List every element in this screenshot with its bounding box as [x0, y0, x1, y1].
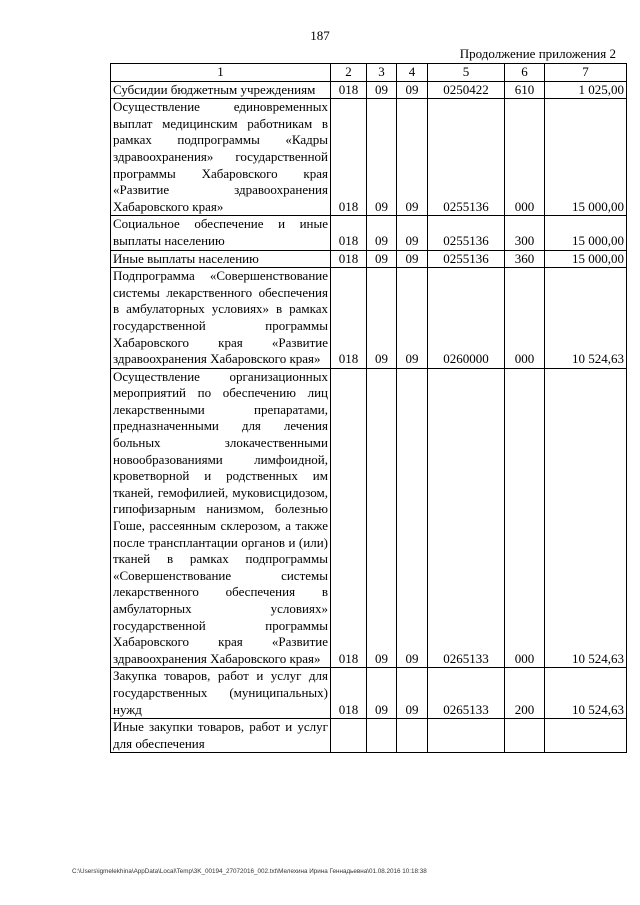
row-name: Подпрограмма «Совершенствование системы лекарственного обеспечения в амбулаторных условиях» в рамках государственной программы Хабаровского края «Развитие здравоохранения Хабаровского края» — [111, 268, 331, 369]
row-name: Осуществление организационных мероприятий по обеспечению лиц лекарственными препаратами, предназначенными для лечения больных злокачественными новообразованиями лимфоидной, кроветворной и родственных им тканей, гемофилией, муковисцидозом, гипофизарным нанизмом, болезнью Гоше, рассеянным склерозом, а также после трансплантации органов и (или) тканей в рамках подпрограммы «Совершенствование системы лекарственного обеспечения в амбулаторных условиях» государственной программы Хабаровского края «Развитие здравоохранения Хабаровского края» — [111, 368, 331, 668]
row-expense-type-code: 000 — [505, 99, 545, 216]
row-target-code: 0265133 — [428, 668, 505, 719]
row-section-code: 09 — [367, 250, 397, 268]
row-ministry-code: 018 — [331, 668, 367, 719]
file-path-footer: C:\Users\igmelekhina\AppData\Local\Temp\3K_00194_27072016_002.txt\Мелехина Ирина Геннадьевна\01.08.2016 10:18:38 — [72, 868, 427, 875]
row-name: Закупка товаров, работ и услуг для государственных (муниципальных) нужд — [111, 668, 331, 719]
table-row — [111, 81, 627, 99]
row-target-code: 0255136 — [428, 99, 505, 216]
row-amount — [545, 719, 627, 753]
page-number: 187 — [310, 28, 330, 43]
row-name: Иные закупки товаров, работ и услуг для обеспечения — [111, 719, 331, 753]
row-name: Социальное обеспечение и иные выплаты населению — [111, 216, 331, 250]
row-subsection-code: 09 — [397, 668, 428, 719]
row-section-code: 09 — [367, 668, 397, 719]
row-section-code: 09 — [367, 268, 397, 369]
row-subsection-code: 09 — [397, 368, 428, 668]
row-expense-type-code: 300 — [505, 216, 545, 250]
row-amount: 15 000,00 — [545, 250, 627, 268]
row-ministry-code: 018 — [331, 368, 367, 668]
row-ministry-code: 018 — [331, 216, 367, 250]
table-row — [111, 250, 627, 268]
row-target-code: 0265133 — [428, 368, 505, 668]
row-name: Субсидии бюджетным учреждениям — [111, 81, 331, 99]
column-header: 1 — [111, 64, 331, 82]
row-section-code: 09 — [367, 81, 397, 99]
column-header: 7 — [545, 64, 627, 82]
row-expense-type-code: 000 — [505, 268, 545, 369]
column-header: 2 — [331, 64, 367, 82]
column-header: 5 — [428, 64, 505, 82]
row-amount: 10 524,63 — [545, 668, 627, 719]
row-target-code — [428, 719, 505, 753]
row-subsection-code — [397, 719, 428, 753]
row-target-code: 0260000 — [428, 268, 505, 369]
column-header: 4 — [397, 64, 428, 82]
row-amount: 1 025,00 — [545, 81, 627, 99]
column-header: 6 — [505, 64, 545, 82]
table-row — [111, 668, 627, 719]
table-row — [111, 99, 627, 216]
column-header: 3 — [367, 64, 397, 82]
row-subsection-code: 09 — [397, 81, 428, 99]
row-expense-type-code: 000 — [505, 368, 545, 668]
table-row — [111, 268, 627, 369]
row-section-code: 09 — [367, 216, 397, 250]
row-expense-type-code: 360 — [505, 250, 545, 268]
row-amount: 10 524,63 — [545, 268, 627, 369]
row-ministry-code: 018 — [331, 81, 367, 99]
row-subsection-code: 09 — [397, 250, 428, 268]
row-subsection-code: 09 — [397, 216, 428, 250]
table-row — [111, 719, 627, 753]
row-ministry-code — [331, 719, 367, 753]
row-target-code: 0255136 — [428, 250, 505, 268]
row-amount: 15 000,00 — [545, 99, 627, 216]
continuation-label: Продолжение приложения 2 — [459, 46, 616, 61]
row-subsection-code: 09 — [397, 99, 428, 216]
row-ministry-code: 018 — [331, 99, 367, 216]
row-expense-type-code: 610 — [505, 81, 545, 99]
table-header-row — [111, 64, 627, 82]
row-target-code: 0255136 — [428, 216, 505, 250]
row-amount: 15 000,00 — [545, 216, 627, 250]
row-name: Осуществление единовременных выплат медицинским работникам в рамках подпрограммы «Кадры здравоохранения» государственной программы Хабаровского края «Развитие здравоохранения Хабаровского края» — [111, 99, 331, 216]
row-section-code: 09 — [367, 99, 397, 216]
table-row — [111, 368, 627, 668]
row-name: Иные выплаты населению — [111, 250, 331, 268]
row-target-code: 0250422 — [428, 81, 505, 99]
row-amount: 10 524,63 — [545, 368, 627, 668]
table-row — [111, 216, 627, 250]
row-section-code — [367, 719, 397, 753]
row-section-code: 09 — [367, 368, 397, 668]
row-subsection-code: 09 — [397, 268, 428, 369]
row-ministry-code: 018 — [331, 268, 367, 369]
row-ministry-code: 018 — [331, 250, 367, 268]
budget-table — [110, 63, 627, 753]
row-expense-type-code: 200 — [505, 668, 545, 719]
row-expense-type-code — [505, 719, 545, 753]
